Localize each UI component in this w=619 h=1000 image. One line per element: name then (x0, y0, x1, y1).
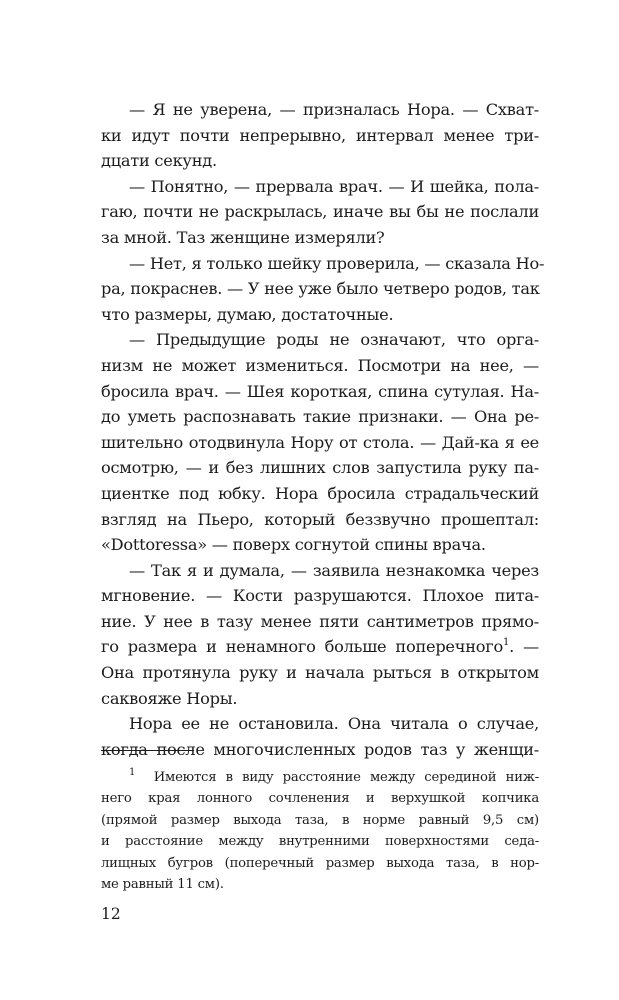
text-fragment: . — (509, 637, 539, 657)
footnote-line (101, 767, 539, 788)
text-line: что размеры, думаю, достаточные. (101, 304, 394, 324)
footnote-marker: 1 (129, 766, 136, 778)
footnote-line: и расстояние между внутренними поверхностями седа- (101, 834, 539, 850)
footnote-reference[interactable]: 1 (502, 637, 510, 649)
footnote-line: ме равный 11 см). (101, 876, 224, 892)
text-line: саквояже Норы. (101, 688, 238, 708)
text-line: до уметь распознавать такие признаки. — Она ре- (101, 407, 539, 427)
footnote (101, 767, 539, 895)
text-line: дцати секунд. (101, 151, 217, 171)
text-line: — Предыдущие роды не означают, что орга- (129, 330, 539, 350)
footnote-text: Имеются в виду расстояние между серединой ниж- (153, 770, 540, 785)
footnote-divider (101, 750, 194, 751)
text-line: Она протянула руку и начала рыться в открытом (101, 663, 539, 683)
text-line: мгновение. — Кости разрушаются. Плохое пита- (101, 586, 539, 606)
text-line: за мной. Таз женщине измеряли? (101, 227, 385, 247)
text-line: циентке под юбку. Нора бросила страдальческий (101, 483, 539, 503)
text-line: бросила врач. — Шея короткая, спина сутулая. На- (101, 381, 539, 401)
page-number: 12 (101, 905, 121, 923)
text-line: осмотрю, — и без лишних слов запустила руку па- (101, 458, 539, 478)
footnote-line: него края лонного сочленения и верхушкой копчика (101, 791, 539, 807)
main-text (101, 97, 545, 762)
text-fragment: го размера и ненамного больше поперечного (101, 637, 503, 657)
footnote-line: (прямой размер выхода таза, в норме равный 9,5 см) (101, 812, 539, 828)
text-line: шительно отодвинула Нору от стола. — Дай-ка я ее (101, 432, 539, 452)
text-line: когда после многочисленных родов таз у женщи- (101, 739, 539, 759)
text-line: — Нет, я только шейку проверила, — сказала Но- (129, 253, 545, 273)
text-line: гаю, почти не раскрылась, иначе вы бы не послали (101, 202, 539, 222)
text-line: Нора ее не остановила. Она читала о случае, (129, 714, 539, 734)
footnote-line: лищных бугров (поперечный размер выхода таза, в нор- (101, 855, 539, 871)
text-line: — Я не уверена, — призналась Нора. — Схват- (129, 100, 539, 119)
text-line: — Так я и думала, — заявила незнакомка через (129, 560, 539, 580)
text-line: ра, покраснев. — У нее уже было четверо родов, так (101, 279, 540, 299)
text-line: ки идут почти непрерывно, интервал менее три- (101, 125, 539, 145)
text-line: низм не может измениться. Посмотри на нее, — (101, 355, 539, 375)
text-line-with-footnote (101, 634, 539, 660)
text-line: «Dottoressa» — поверх согнутой спины врача. (101, 535, 486, 555)
text-line: взгляд на Пьеро, который беззвучно прошептал: (101, 509, 539, 529)
text-line: ние. У нее в тазу менее пяти сантиметров прямо- (101, 611, 539, 631)
text-line: — Понятно, — прервала врач. — И шейка, пола- (129, 176, 539, 196)
